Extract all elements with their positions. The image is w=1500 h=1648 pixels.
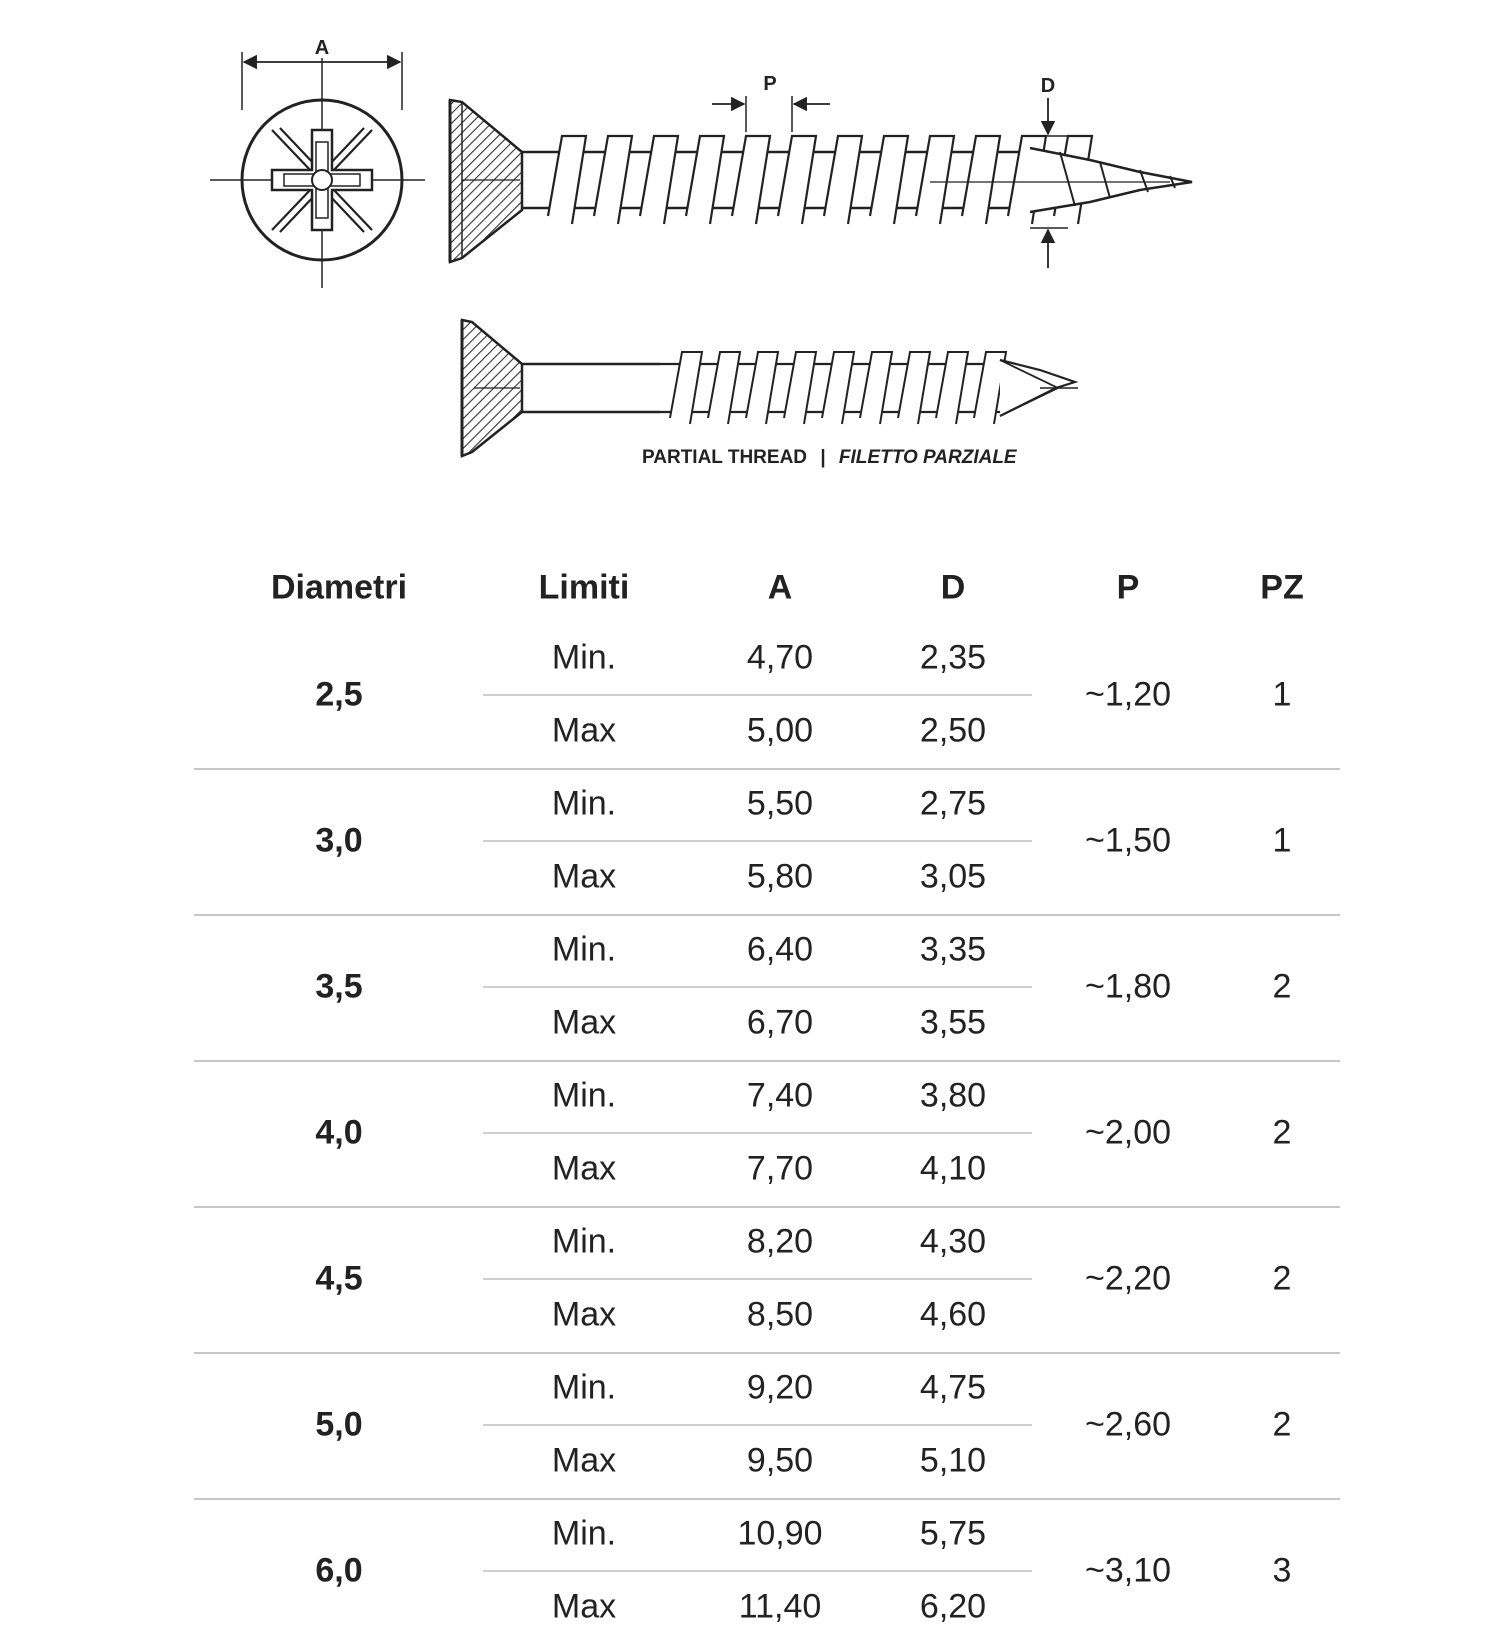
- value-A-max: 5,80: [746, 857, 814, 896]
- value-D-max: 3,55: [919, 1003, 987, 1042]
- value-P: ~2,00: [1084, 1113, 1172, 1152]
- value-A-min: 10,90: [737, 1514, 823, 1553]
- value-D-max: 3,05: [919, 857, 987, 896]
- limit-max-label: Max: [551, 1003, 617, 1042]
- value-PZ: 2: [1272, 1405, 1292, 1444]
- value-D-max: 2,50: [919, 711, 987, 750]
- value-D-min: 2,35: [919, 638, 987, 677]
- value-D-min: 2,75: [919, 784, 987, 823]
- label-A: A: [314, 37, 330, 59]
- value-PZ: 1: [1272, 821, 1292, 860]
- header-D: D: [940, 568, 966, 607]
- limit-min-label: Min.: [551, 1076, 617, 1115]
- value-A-min: 9,20: [746, 1368, 814, 1407]
- diametro-value: 4,0: [315, 1113, 363, 1152]
- diametro-value: 3,0: [315, 821, 363, 860]
- row-inner-divider: [483, 1132, 1032, 1134]
- row-divider: [194, 768, 1340, 770]
- value-D-min: 4,30: [919, 1222, 987, 1261]
- value-A-max: 7,70: [746, 1149, 814, 1188]
- diametro-value: 4,5: [315, 1259, 363, 1298]
- value-A-max: 5,00: [746, 711, 814, 750]
- value-P: ~1,50: [1084, 821, 1172, 860]
- limit-min-label: Min.: [551, 638, 617, 677]
- value-PZ: 1: [1272, 675, 1292, 714]
- value-D-min: 5,75: [919, 1514, 987, 1553]
- value-PZ: 2: [1272, 967, 1292, 1006]
- value-D-max: 4,60: [919, 1295, 987, 1334]
- limit-min-label: Min.: [551, 1368, 617, 1407]
- value-D-max: 6,20: [919, 1587, 987, 1626]
- value-PZ: 3: [1272, 1551, 1292, 1590]
- caption-partial-thread: PARTIAL THREAD | FILETTO PARZIALE: [642, 447, 1017, 468]
- value-D-min: 3,35: [919, 930, 987, 969]
- limit-min-label: Min.: [551, 1222, 617, 1261]
- value-P: ~2,20: [1084, 1259, 1172, 1298]
- value-D-max: 5,10: [919, 1441, 987, 1480]
- diametro-value: 3,5: [315, 967, 363, 1006]
- limit-max-label: Max: [551, 857, 617, 896]
- limit-min-label: Min.: [551, 1514, 617, 1553]
- row-inner-divider: [483, 840, 1032, 842]
- limit-min-label: Min.: [551, 930, 617, 969]
- limit-max-label: Max: [551, 1295, 617, 1334]
- row-divider: [194, 1060, 1340, 1062]
- row-divider: [194, 1352, 1340, 1354]
- row-inner-divider: [483, 1424, 1032, 1426]
- diametro-value: 2,5: [315, 675, 363, 714]
- value-P: ~1,20: [1084, 675, 1172, 714]
- row-inner-divider: [483, 694, 1032, 696]
- value-A-min: 8,20: [746, 1222, 814, 1261]
- value-PZ: 2: [1272, 1259, 1292, 1298]
- limit-min-label: Min.: [551, 784, 617, 823]
- limit-max-label: Max: [551, 1441, 617, 1480]
- value-PZ: 2: [1272, 1113, 1292, 1152]
- value-A-max: 9,50: [746, 1441, 814, 1480]
- header-PZ: PZ: [1260, 568, 1304, 607]
- value-A-min: 5,50: [746, 784, 814, 823]
- value-A-min: 6,40: [746, 930, 814, 969]
- row-inner-divider: [483, 1278, 1032, 1280]
- header-P: P: [1116, 568, 1140, 607]
- limit-max-label: Max: [551, 1149, 617, 1188]
- diametro-value: 5,0: [315, 1405, 363, 1444]
- label-D: D: [1040, 75, 1056, 97]
- header-diametri: Diametri: [270, 568, 408, 607]
- limit-max-label: Max: [551, 1587, 617, 1626]
- value-A-max: 6,70: [746, 1003, 814, 1042]
- row-divider: [194, 1206, 1340, 1208]
- value-P: ~1,80: [1084, 967, 1172, 1006]
- header-A: A: [767, 568, 793, 607]
- header-limiti: Limiti: [538, 568, 630, 607]
- row-divider: [194, 914, 1340, 916]
- value-A-min: 4,70: [746, 638, 814, 677]
- label-P: P: [763, 73, 777, 95]
- value-P: ~2,60: [1084, 1405, 1172, 1444]
- value-A-max: 11,40: [738, 1587, 822, 1626]
- value-D-min: 4,75: [919, 1368, 987, 1407]
- value-A-min: 7,40: [746, 1076, 814, 1115]
- value-A-max: 8,50: [746, 1295, 814, 1334]
- row-inner-divider: [483, 986, 1032, 988]
- diametro-value: 6,0: [315, 1551, 363, 1590]
- value-D-max: 4,10: [919, 1149, 987, 1188]
- row-divider: [194, 1498, 1340, 1500]
- value-P: ~3,10: [1084, 1551, 1172, 1590]
- limit-max-label: Max: [551, 711, 617, 750]
- value-D-min: 3,80: [919, 1076, 987, 1115]
- row-inner-divider: [483, 1570, 1032, 1572]
